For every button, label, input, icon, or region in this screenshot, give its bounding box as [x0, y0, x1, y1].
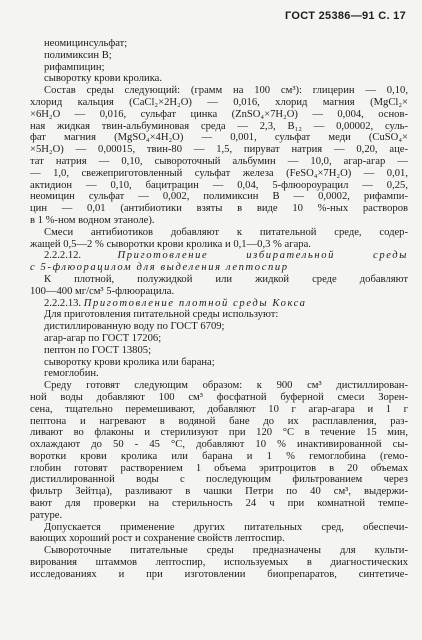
- text-line: фильтр Зейтца), разливают в чашки Петри по 40 см³, выдержи-: [30, 486, 408, 498]
- page-header: ГОСТ 25386—91 С. 17: [285, 10, 406, 22]
- body-text: [30, 38, 408, 581]
- text-line: охлаждают до 50 - 45 °С, добавляют 10 % инактивированной сы-: [30, 439, 408, 451]
- text-line: вающих хороший рост и сохранение свойств лептоспир.: [30, 533, 285, 545]
- text-line: жащей 0,5—2 % сыворотки крови кролика и 0,1—0,3 % агара.: [30, 238, 311, 250]
- text-line: Состав среды следующий: (грамм на 100 см³): глицерин — 0,10,: [44, 85, 408, 97]
- section-number: 2.2.2.12.: [44, 250, 82, 262]
- text-line: — 1,0, свежеприготовленный сульфат железа (FeSO₄×7H₂O) — 0,01,: [30, 167, 408, 179]
- text-line: пептон по ГОСТ 13805;: [44, 344, 152, 356]
- text-line: дистиллированную воду по ГОСТ 6709;: [44, 321, 225, 333]
- text-line: ной воды добавляют 100 см³ фосфатной буферной смеси Зорен-: [30, 391, 408, 403]
- text-line: глобин готовят растворением 1 объема эритроцитов в 20 объемах: [30, 462, 408, 474]
- text-line: неомицинсульфат;: [44, 38, 128, 49]
- text-line: К плотной, полужидкой или жидкой среде добавляют: [44, 273, 408, 285]
- text-line: Допускается применение других питательных сред, обеспечи-: [44, 521, 408, 533]
- text-line: ратуре.: [30, 509, 63, 521]
- text-line: 100—400 мг/см³ 5-флюорацила.: [30, 285, 175, 297]
- text-line: ная жидкая твин-альбуминовая среда — 2,3, B₁₂ — 0,00002, суль-: [30, 120, 408, 132]
- text-line: Сывороточные питательные среды предназначены для культи-: [44, 545, 408, 557]
- text-line: гемоглобин.: [44, 368, 99, 380]
- text-line: агар-агар по ГОСТ 17206;: [44, 332, 162, 344]
- text-line: пептона и нагревают в водяной бане до их расплавления, раз-: [30, 415, 408, 427]
- text-line: ×6H₂O — 0,016, сульфат цинка (ZnSO₄×7H₂O) — 0,004, основ-: [30, 108, 408, 120]
- text-line: сена, тщательно перемешивают, добавляют 10 г агар-агара и 1 г: [30, 403, 408, 415]
- text-line: в 1 %-ном водном этаноле).: [30, 214, 155, 226]
- text-line: рифампицин;: [44, 61, 105, 73]
- text-line: дистиллированной воды с последующим фильтрованием через: [30, 474, 408, 486]
- text-line: полимиксин В;: [44, 49, 112, 61]
- text-line: фат магния (MgSO₄×4H₂O) — 0,001, сульфат меди (CuSO₄×: [30, 132, 408, 144]
- text-line: [30, 250, 408, 262]
- text-line: Среду готовят следующим образом: к 900 см³ дистиллирован-: [44, 380, 408, 392]
- text-line: тат натрия — 0,10, сывороточный альбумин — 10,0, агар-агар —: [30, 155, 408, 167]
- section-number: 2.2.2.13.: [44, 297, 82, 309]
- text-line: ливают во флаконы и стерилизуют при 120 °С в течение 15 мин,: [30, 427, 408, 439]
- text-line: вают для проверки на стерильность 24 ч при комнатной темпе-: [30, 498, 408, 510]
- text-line: цин — 0,01 (антибиотики взяты в виде 10 %-ных растворов: [30, 203, 408, 215]
- text-line: неомицин сульфат — 0,002, полимиксин В — 0,0002, рифампи-: [30, 191, 408, 203]
- section-heading: с 5-флюорацилом для выделения лептоспир: [30, 262, 289, 274]
- text-line: вирования штаммов лептоспир, используемых в диагностических: [30, 557, 408, 569]
- text-line: воротки крови кролика или барана и 1 % гемоглобина (гемо-: [30, 450, 408, 462]
- section-heading: Приготовление избирательной среды: [117, 250, 408, 262]
- text-line: хлорид кальция (CaCl₂×2H₂O) — 0,016, хлорид магния (MgCl₂×: [30, 96, 408, 108]
- text-line: сыворотку крови кролика.: [44, 73, 163, 85]
- text-line: Для приготовления питательной среды используют:: [44, 309, 279, 321]
- text-line: сыворотку крови кролика или барана;: [44, 356, 215, 368]
- text-line: актидион — 0,10, бацитрацин — 0,04, 5-флюороурацил — 0,25,: [30, 179, 408, 191]
- text-line: Смеси антибиотиков добавляют к питательной среде, содер-: [44, 226, 408, 238]
- text-line: ×5H₂O) — 0,00015, твин-80 — 1,5, пируват натрия — 0,20, аце-: [30, 144, 408, 156]
- text-line: исследованиях и при изготовлении биопрепаратов, синтетиче-: [30, 568, 408, 580]
- section-heading: Приготовление плотной среды Кокса: [83, 297, 307, 309]
- text-line: [30, 298, 408, 310]
- text-line: [30, 262, 408, 274]
